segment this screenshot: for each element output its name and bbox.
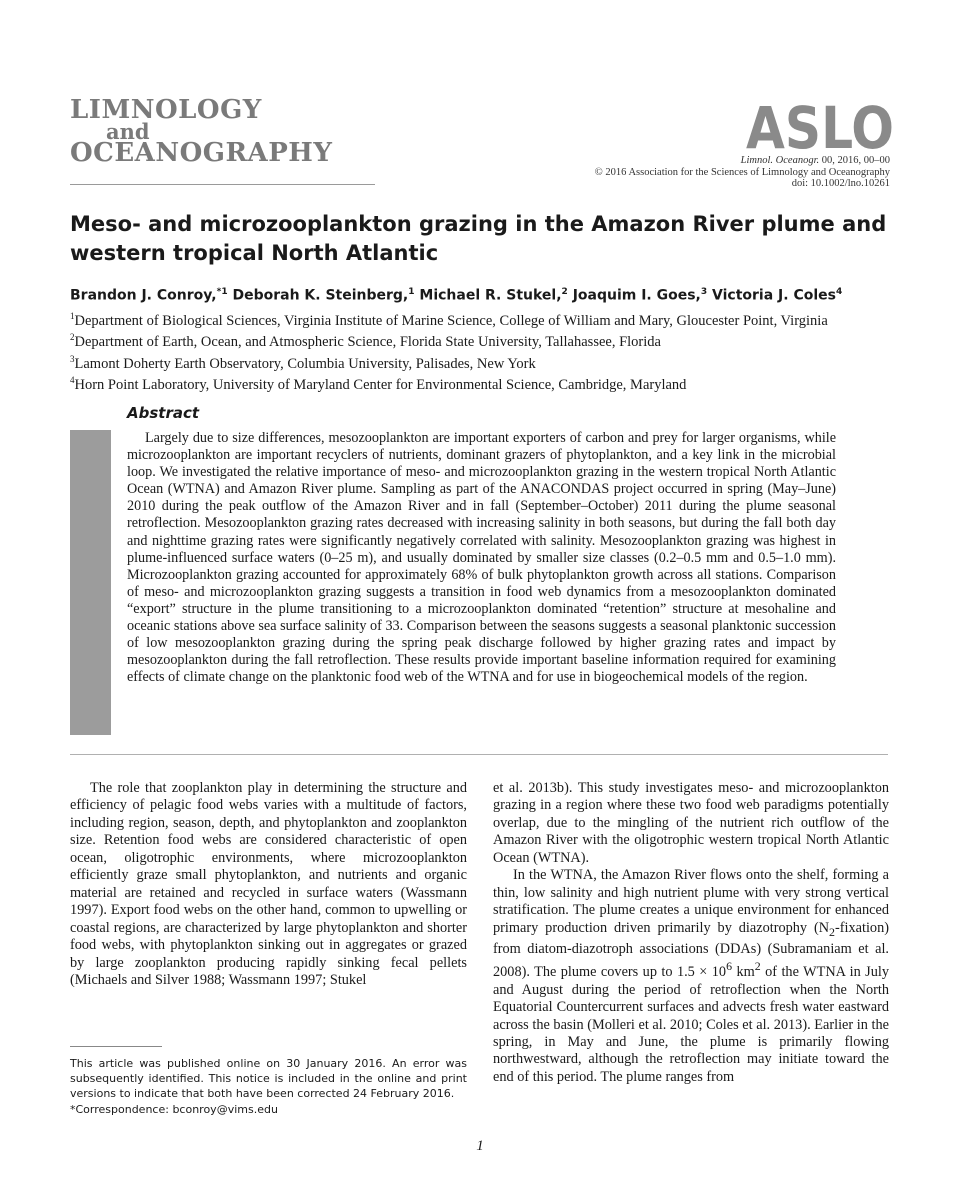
body-text: km [732, 964, 755, 981]
author-sup: 4 [835, 287, 843, 297]
correspondence: *Correspondence: bconroy@vims.edu [70, 1102, 278, 1116]
author-sup: 1 [408, 287, 415, 297]
journal-line-1: LIMNOLOGY [70, 95, 262, 125]
affiliation-text: Horn Point Laboratory, University of Maryland Center for Environmental Science, Cambridge, Maryland [74, 376, 687, 393]
footnote-note: This article was published online on 30 January 2016. An error was subsequently identified. This notice is included in the online and print versions to indicate that both have been corrected 24 February 2016. [70, 1057, 467, 1101]
journal-divider [70, 184, 375, 185]
affiliation-sup: 3 [70, 353, 75, 364]
superscript: 6 [726, 959, 733, 974]
superscript: 2 [754, 959, 761, 974]
affiliation-sup: 2 [70, 332, 75, 343]
affiliation-text: Lamont Doherty Earth Observatory, Columbia University, Palisades, New York [74, 355, 536, 372]
body-column-left [70, 780, 467, 989]
body-paragraph: et al. 2013b). This study investigates meso- and microzooplankton grazing in a region where these two food web paradigms potentially overlap, due to the mingling of the nutrient rich outflow of the Amazon River with the oligotrophic western tropical North Atlantic Ocean (WTNA). [493, 780, 889, 866]
aslo-logo [746, 96, 896, 154]
author: Brandon J. Conroy, [70, 287, 217, 304]
body-text: In the WTNA, the Amazon River flows onto the shelf, forming a thin, low salinity and high nutrient plume with very strong vertical stratification. The plume creates a unique environment for enhanced primary production driven primarily by diazotrophy (N [493, 867, 889, 936]
affiliation [70, 372, 890, 393]
journal-line-2: and [106, 119, 150, 144]
author-list [70, 287, 900, 304]
journal-line-3: OCEANOGRAPHY [70, 138, 333, 168]
abstract-text: Largely due to size differences, mesozooplankton are important exporters of carbon and prey for larger organisms, while microzooplankton are important recyclers of nutrients, dominant grazers of phytoplankton, and a key link in the microbial loop. We investigated the relative importance of meso- and microzooplankton grazing in the western tropical North Atlantic Ocean (WTNA) and Amazon River plume. Sampling as part of the ANACONDAS project occurred in spring (May–June) 2010 during the peak outflow of the Amazon River and in fall (September–October) 2011 during the plume seasonal retroflection. Mesozooplankton grazing rates decreased with increasing salinity in both seasons, but during the fall both day and nighttime grazing rates were significantly negatively correlated with salinity. Mesozooplankton grazing was highest in plume-influenced surface waters (0–25 m), and usually dominated by smaller size classes (0.2–0.5 mm and 0.5–1.0 mm). Microzooplankton grazing accounted for approximately 68% of bulk phytoplankton growth across all stations. Comparison of meso- and microzooplankton grazing suggests a transition in food web dynamics from a mesozooplankton dominated “export” structure in the plume transitioning to a microzooplankton dominated “retention” structure at mesohaline and oceanic stations above sea surface salinity of 33. Comparison between the seasons suggests a seasonal planktonic succession of low mesozooplankton grazing during the spring peak discharge followed by higher grazing rates and impact by mesozooplankton during the fall retroflection. These results provide important baseline information required for examining effects of climate change on the planktonic food web of the WTNA and for use in biogeochemical models of the region. [127, 430, 836, 686]
body-text: of the WTNA in July and August during the period of retroflection when the North Equatorial Countercurrent surfaces and advects fresh water eastward across the basin (Molleri et al. 2010; Coles et al. 2013). Earlier in the spring, in May and June, the plume is primarily flowing northwestward, although the retroflection may initiate toward the end of this period. The plume ranges from [493, 964, 889, 1085]
affiliation-sup: 1 [70, 311, 75, 321]
section-divider [70, 754, 888, 755]
abstract-sidebar-bar [70, 430, 111, 735]
footnote [70, 1056, 467, 1117]
subscript: 2 [829, 924, 835, 939]
affiliation [70, 308, 890, 329]
copyright: © 2016 Association for the Sciences of Limnology and Oceanography [594, 166, 890, 178]
affiliation [70, 351, 890, 372]
article-title: Meso- and microzooplankton grazing in the Amazon River plume and western tropical North Atlantic [70, 212, 887, 265]
author-sup: 3 [700, 287, 708, 297]
body-paragraph: The role that zooplankton play in determining the structure and efficiency of pelagic food webs varies with a multitude of factors, including region, season, depth, and phytoplankton and zooplankton size. Retention food webs are considered characteristic of open ocean, oligotrophic environments, where microzooplankton efficiently graze small phytoplankton, and nutrients and organic material are retained and recycled in surface waters (Wassmann 1997). Export food webs on the other hand, common to upwelling or coastal regions, are characterized by large phytoplankton and shorter food webs, with phytoplankton sinking out in aggregates or grazed by large zooplankton producing rapidly sinking fecal pellets (Michaels and Silver 1988; Wassmann 1997; Stukel [70, 780, 467, 988]
affiliation-text: Department of Biological Sciences, Virginia Institute of Marine Science, College of William and Mary, Gloucester Point, Virginia [74, 312, 828, 329]
author: Victoria J. Coles [712, 287, 836, 304]
page-number: 1 [476, 1138, 484, 1154]
body-paragraph [493, 867, 889, 1086]
author: Michael R. Stukel, [419, 287, 562, 304]
journal-name [70, 95, 370, 168]
author-sup: 2 [561, 287, 568, 297]
abstract-heading: Abstract [127, 404, 200, 422]
journal-abbrev: Limnol. Oceanogr. [740, 155, 820, 166]
doi: doi: 10.1002/lno.10261 [791, 178, 890, 189]
affiliation [70, 329, 890, 350]
author: Joaquim I. Goes, [572, 287, 701, 304]
body-text: -fixation) from diatom-diazotroph associations (DDAs) (Subramaniam et al. 2008). The plume covers up to 1.5 × 10 [493, 919, 889, 981]
affiliations [70, 308, 890, 393]
affiliation-text: Department of Earth, Ocean, and Atmospheric Science, Florida State University, Tallahassee, Florida [74, 334, 661, 351]
author: Deborah K. Steinberg, [232, 287, 409, 304]
footnote-divider [70, 1046, 162, 1047]
body-column-right [493, 780, 889, 1086]
aslo-logo-text: ASLO [746, 96, 894, 154]
affiliation-sup: 4 [70, 374, 75, 385]
citation-details: 00, 2016, 00–00 [819, 155, 890, 166]
citation-block [490, 155, 890, 190]
author-sup: *1 [216, 287, 228, 297]
